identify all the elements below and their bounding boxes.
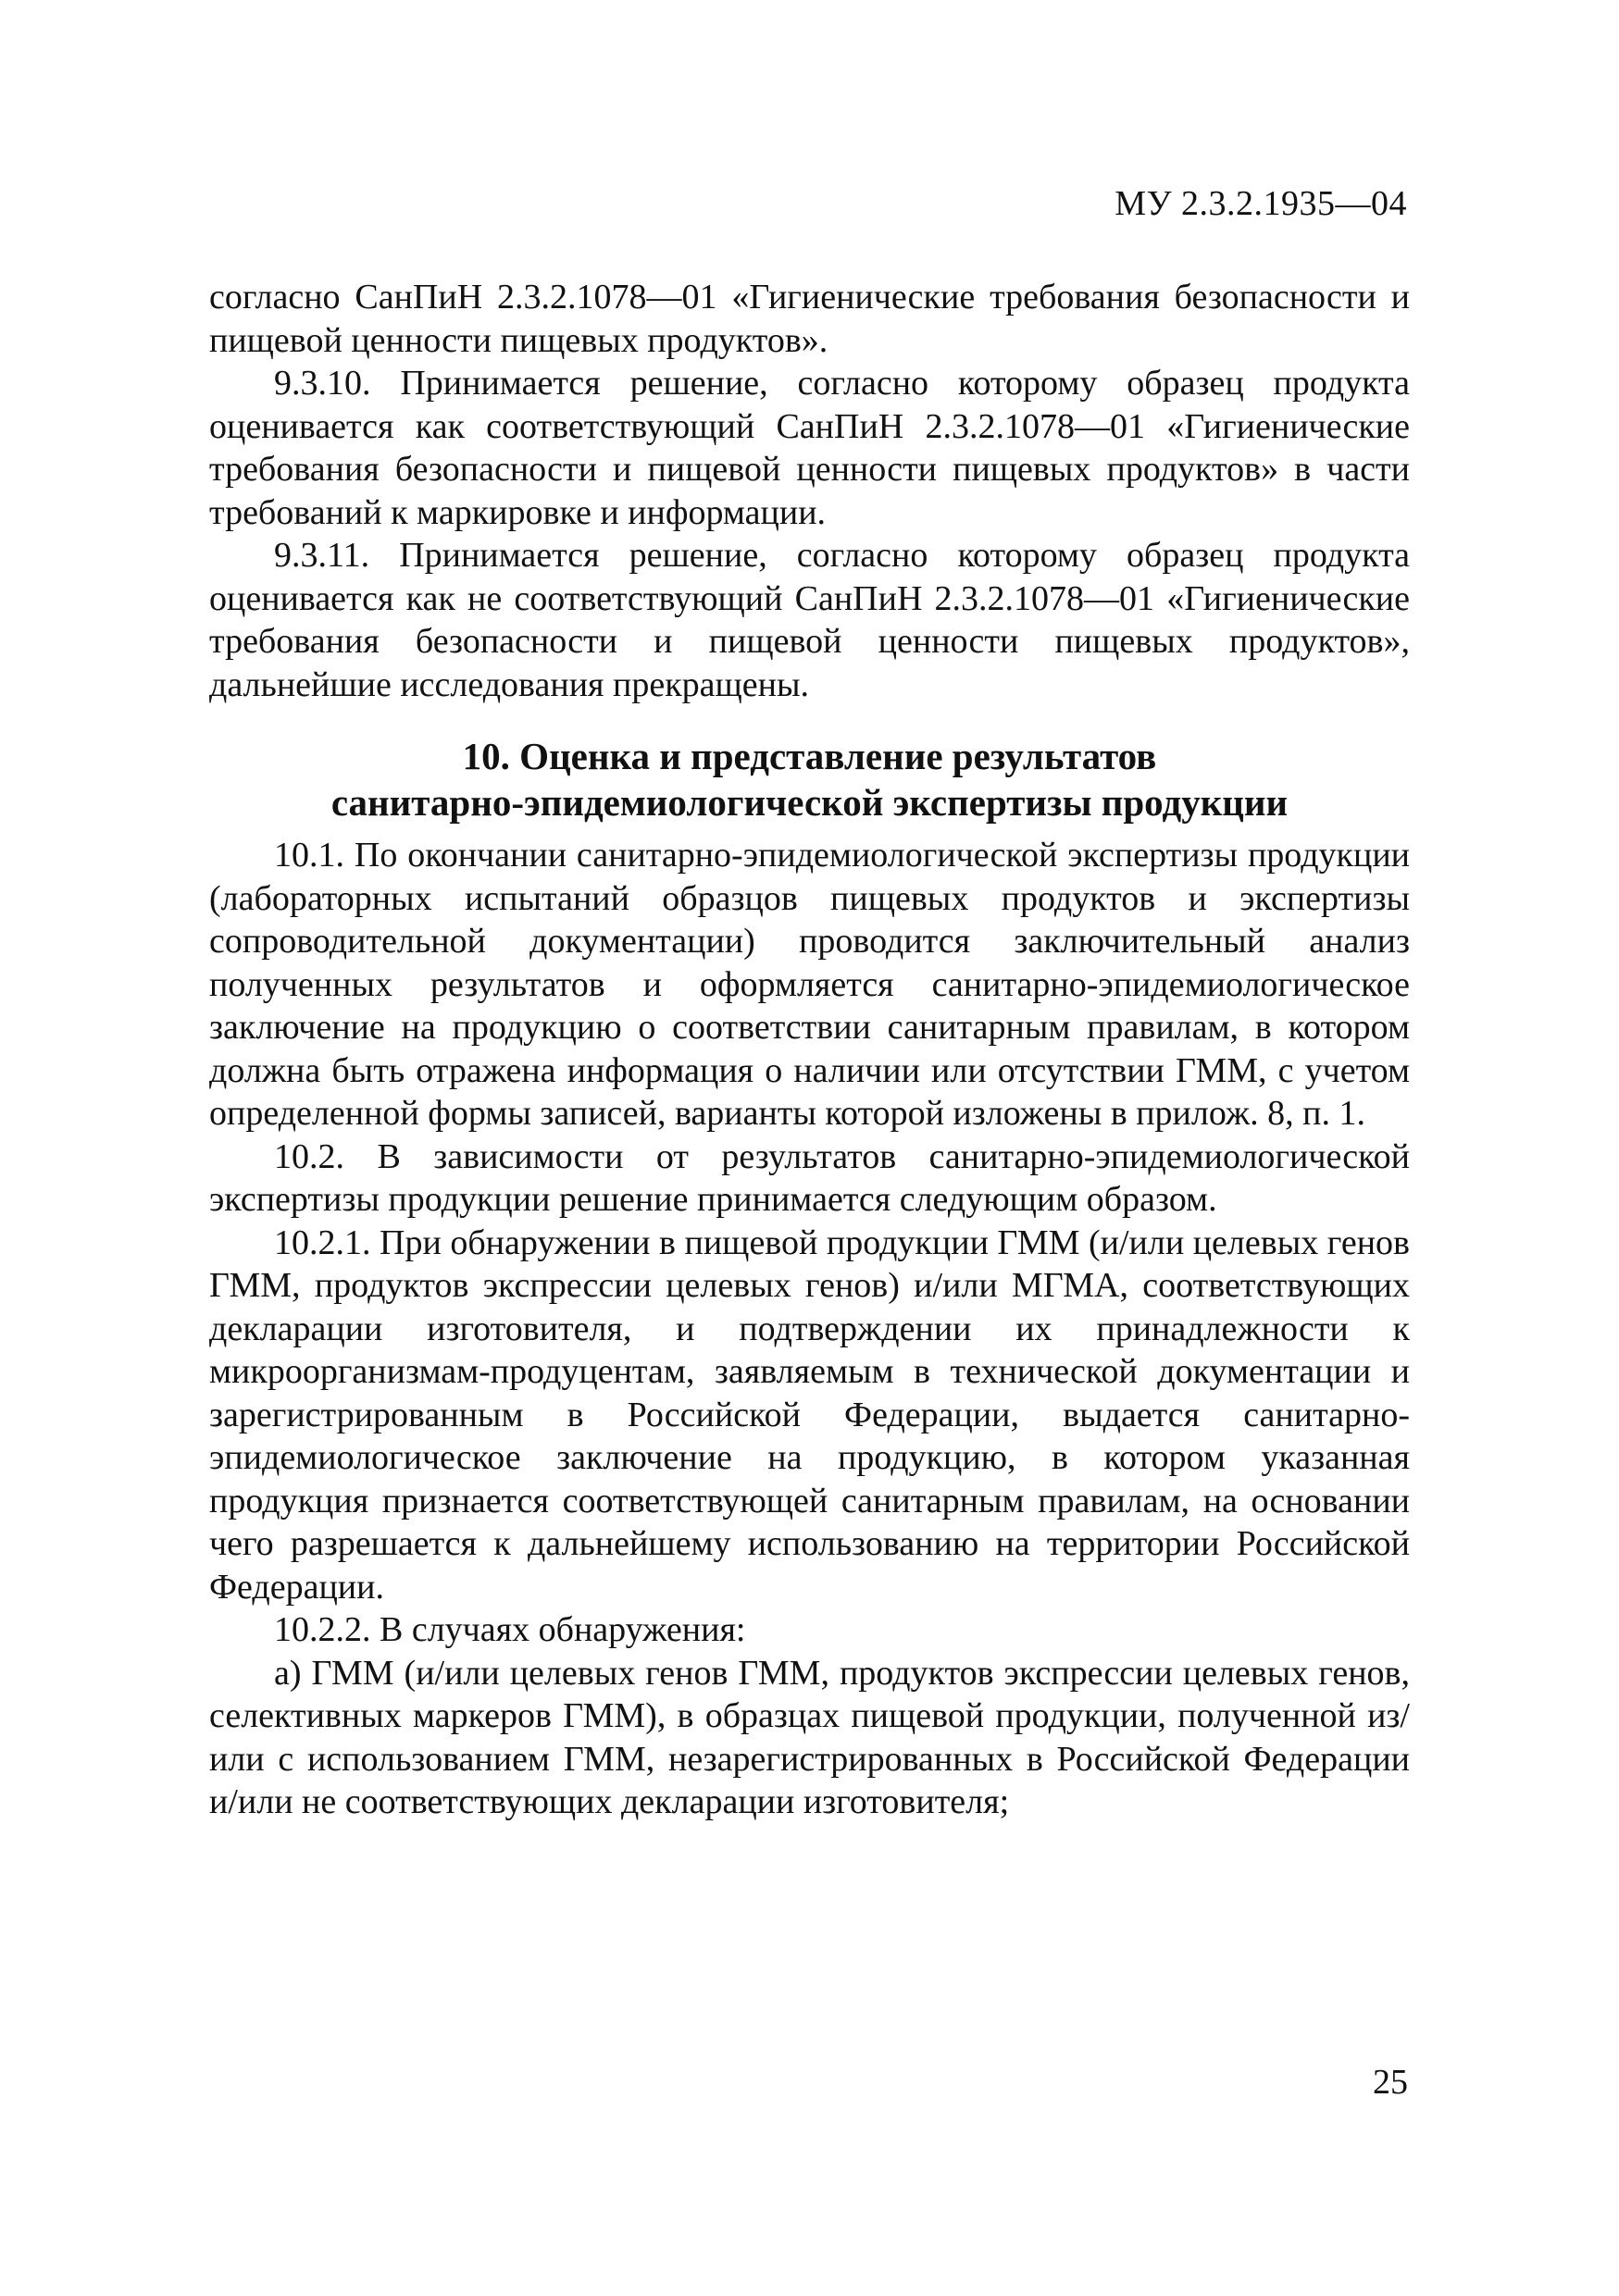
text-block-section (209, 834, 1410, 1824)
section-title-line-2: санитарно-эпидемиологической экспертизы продукции (330, 781, 1289, 824)
text-block-top (209, 276, 1410, 706)
paragraph: согласно СанПиН 2.3.2.1078—01 «Гигиенические требования безопасности и пищевой ценности пищевых продуктов». (209, 278, 1410, 360)
list-item-a: а) ГММ (и/или целевых генов ГММ, продуктов экспрессии целевых генов, селективных маркеров ГММ), в образцах пищевой продукции, полученной из/или с использованием ГММ, незарегистрированных в Российской Федерации и/или не соответствующих декларации изготовителя; (209, 1653, 1410, 1821)
section-title-line-1: 10. Оценка и представление результатов (462, 735, 1157, 777)
paragraph-9-3-10: 9.3.10. Принимается решение, согласно которому образец продукта оценивается как соответствующий СанПиН 2.3.2.1078—01 «Гигиенические требования безопасности и пищевой ценности пищевых продуктов» в части требований к маркировке и информации. (209, 364, 1410, 532)
section-title (209, 733, 1410, 825)
paragraph-10-2-2: 10.2.2. В случаях обнаружения: (274, 1610, 746, 1649)
page-number: 25 (1373, 2063, 1408, 2102)
paragraph-10-1: 10.1. По окончании санитарно-эпидемиологической экспертизы продукции (лабораторных испытаний образцов пищевых продуктов и экспертизы сопроводительной документации) проводится заключительный анализ полученных результатов и оформляется санитарно-эпидемиологическое заключение на продукцию о соответствии санитарным правилам, в котором должна быть отражена информация о наличии или отсутствии ГММ, с учетом определенной формы записей, варианты которой изложены в прилож. 8, п. 1. (209, 836, 1410, 1133)
document-code: МУ 2.3.2.1935—04 (1115, 184, 1407, 223)
paragraph-10-2: 10.2. В зависимости от результатов санитарно-эпидемиологической экспертизы продукции решение принимается следующим образом. (209, 1136, 1410, 1219)
paragraph-9-3-11: 9.3.11. Принимается решение, согласно которому образец продукта оценивается как не соответствующий СанПиН 2.3.2.1078—01 «Гигиенические требования безопасности и пищевой ценности пищевых продуктов», дальнейшие исследования прекращены. (209, 536, 1410, 704)
paragraph-10-2-1: 10.2.1. При обнаружении в пищевой продукции ГММ (и/или целевых генов ГММ, продуктов экспрессии целевых генов) и/или МГМА, соответствующих декларации изготовителя, и подтверждении их принадлежности к микроорганизмам-продуцентам, заявляемым в технической документации и зарегистрированным в Российской Федерации, выдается санитарно-эпидемиологическое заключение на продукцию, в котором указанная продукция признается соответствующей санитарным правилам, на основании чего разрешается к дальнейшему использованию на территории Российской Федерации. (209, 1222, 1410, 1607)
